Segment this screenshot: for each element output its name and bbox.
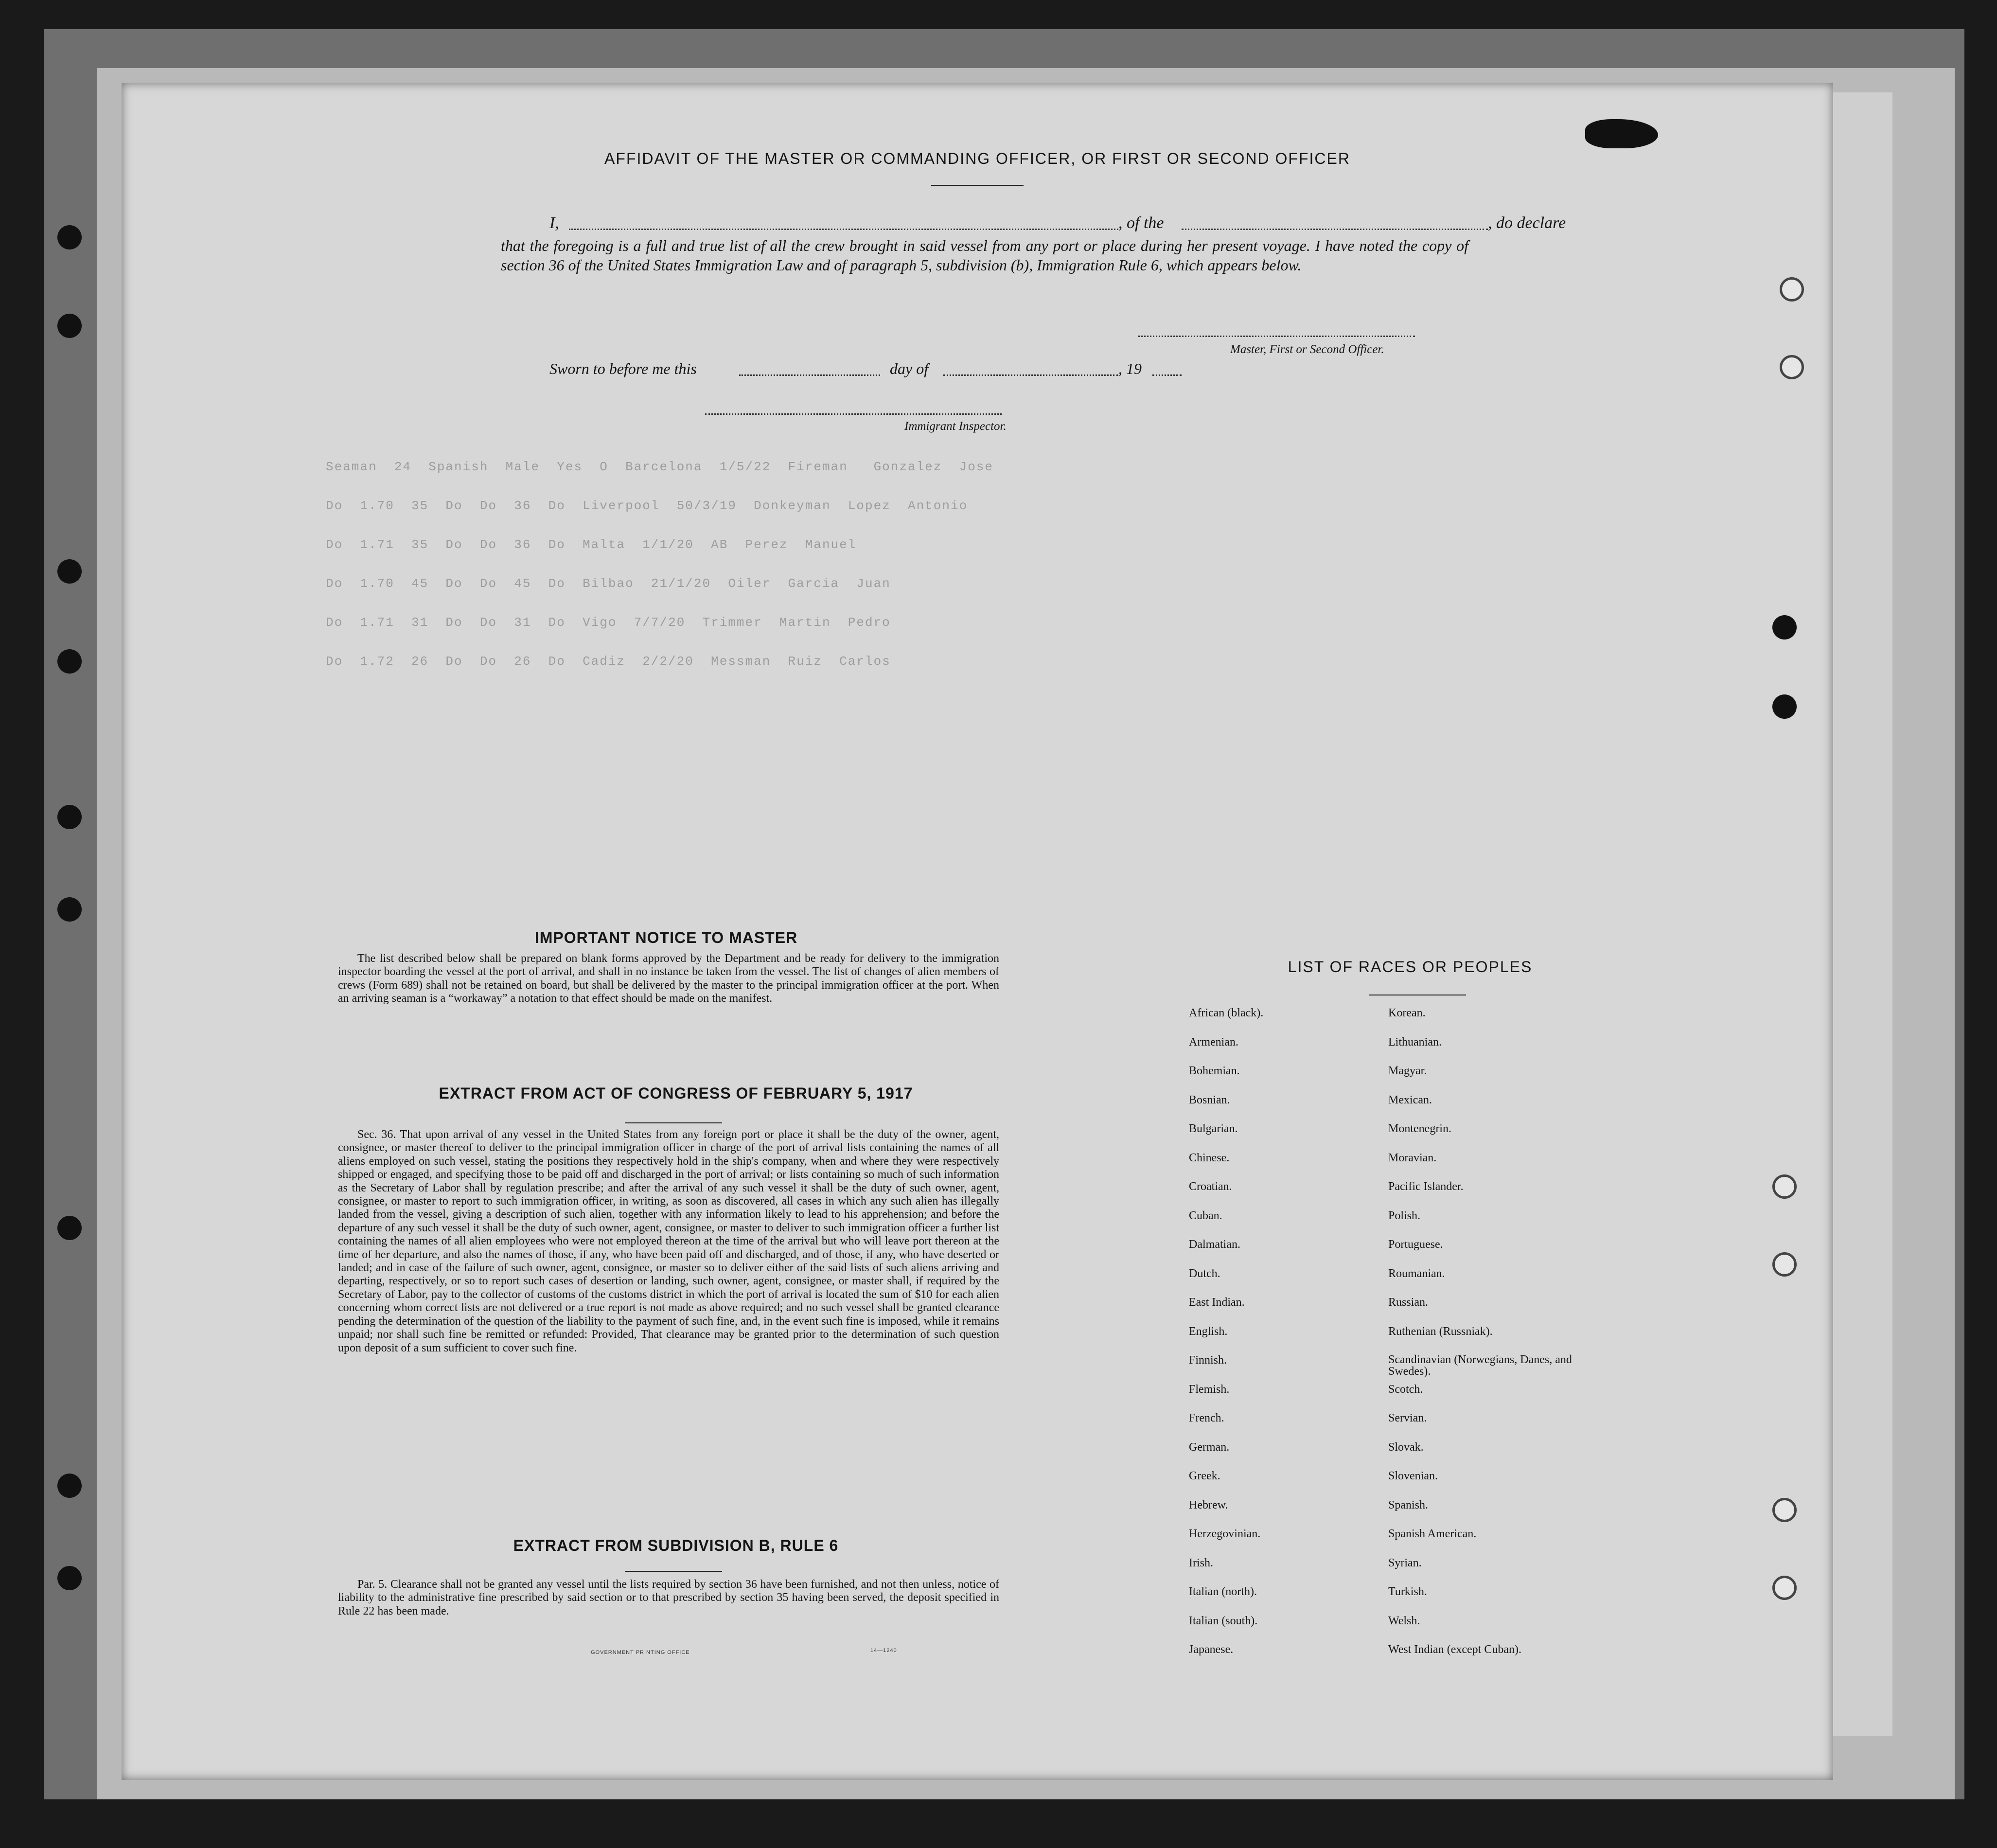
binder-hole [1772,615,1797,640]
race-item: Montenegrin. [1388,1122,1451,1135]
race-item: Turkish. [1388,1585,1427,1598]
act-extract-text: Sec. 36. That upon arrival of any vessel in the United States from any foreign port or place it shall be the duty of the owner, agent, consignee, or master thereof to deliver to the principal immigration officer in charge of the port of arrival lists containing the names of all aliens employed on such vessel, stating the positions they respectively hold in the ship's company, when and where they were respectively shipped or engaged, and specifying those to be paid off and discharged in the port of arrival; or lists containing so much of such information as the Secretary of Labor shall by regulation prescribe; and after the arrival of any such vessel it shall be the duty of such owner, agent, consignee, or master to report to such immigration officer, in writing, as soon as discovered, all cases in which any such alien has illegally landed from the vessel, giving a description of such alien, together with any information likely to lead to his apprehension; and before the departure of any such vessel it shall be the duty of such owner, agent, consignee, or master to deliver to such immigration officer a further list containing the names of all alien employees who were not employed thereon at the time of the arrival but who will leave port thereon at the time of her departure, and also the names of those, if any, who have been paid off and discharged, and of those, if any, who have deserted or landed; and in case of the failure of such owner, agent, consignee, or master so to deliver either of the said lists of such aliens arriving and departing, respectively, or so to report such cases of desertion or landing, such owner, agent, consignee, or master shall, if required by the Secretary of Labor, pay to the collector of customs of the customs district in which the port of arrival is located the sum of $10 for each alien concerning whom correct lists are not delivered or a true report is not made as above required; and no such vessel shall be granted clearance pending the determination of the question of the liability to the payment of such fine, and, in the event such fine is imposed, while it remains unpaid; nor shall such fine be remitted or refunded: Provided, That clearance may be granted prior to the determination of such question upon deposit of a sum sufficient to cover such fine. [338,1128,999,1354]
race-item: Bosnian. [1189,1093,1230,1106]
binder-hole [57,1474,82,1498]
binder-hole [57,805,82,829]
race-item: Ruthenian (Russniak). [1388,1325,1493,1338]
race-item: Herzegovinian. [1189,1528,1261,1540]
race-item: West Indian (except Cuban). [1388,1643,1521,1656]
day-of-label: day of [890,360,929,377]
binder-hole [1780,355,1804,379]
binder-hole [57,1216,82,1240]
race-item: Dalmatian. [1189,1238,1240,1251]
race-item: Russian. [1388,1296,1429,1309]
race-item: Polish. [1388,1209,1421,1222]
master-signature-line[interactable] [1138,336,1415,337]
notice-title: IMPORTANT NOTICE TO MASTER [534,929,798,946]
race-item: Chinese. [1189,1151,1230,1164]
binder-hole [1780,277,1804,302]
race-item: Hebrew. [1189,1498,1228,1511]
race-item: Italian (north). [1189,1585,1257,1598]
binder-hole [57,225,82,249]
race-item: Pacific Islander. [1388,1180,1464,1193]
race-item: Dutch. [1189,1267,1220,1280]
document-page [122,83,1833,1780]
act-extract-title: EXTRACT FROM ACT OF CONGRESS OF FEBRUARY 5, 1917 [439,1084,913,1102]
race-item: African (black). [1189,1007,1264,1019]
notice-text: The list described below shall be prepared on blank forms approved by the Department and be ready for delivery to the immigration inspector boarding the vessel at the port of arrival, and shall in no instance be taken from the vessel. The list of changes of alien members of crews (Form 689) shall not be retained on board, but shall be delivered by the master to the principal immigration officer at the port. When an arriving seaman is a “workaway” a notation to that effect should be made on the manifest. [338,952,999,1005]
year-label: , 19 [1118,360,1142,377]
race-item: Bulgarian. [1189,1122,1238,1135]
races-list-right [1388,1007,1592,1672]
race-item: Lithuanian. [1388,1035,1442,1048]
declarant-name-line[interactable] [569,229,1118,230]
race-item: Italian (south). [1189,1614,1258,1627]
race-item: Finnish. [1189,1354,1227,1367]
race-item: Magyar. [1388,1065,1427,1077]
of-the-label: , of the [1118,214,1164,232]
race-item: Scotch. [1388,1383,1423,1396]
declaration-text: that the foregoing is a full and true list of all the crew brought in said vessel from any port or place during her present voyage. I have noted the copy of section 36 of the United States Immigration Law and of paragraph 5, subdivision (b), Immigration Rule 6, which appears below. [501,237,1468,274]
declare-label: , do declare [1488,214,1566,232]
race-item: Japanese. [1189,1643,1234,1656]
underlying-page-edge [1828,92,1892,1736]
race-item: Spanish American. [1388,1528,1477,1540]
binder-hole [57,559,82,584]
binder-hole [57,1566,82,1590]
race-item: Slovenian. [1388,1470,1438,1482]
race-item: Scandinavian (Norwegians, Danes, and Swedes). [1388,1353,1572,1378]
binder-hole [57,649,82,674]
race-item: Roumanian. [1388,1267,1445,1280]
race-item: Servian. [1388,1412,1427,1424]
race-item: Moravian. [1388,1151,1437,1164]
binder-hole [1772,1174,1797,1199]
sworn-day-line[interactable] [739,374,880,376]
declarant-label: I, [549,214,559,232]
binder-hole [1772,1576,1797,1600]
races-title: LIST OF RACES OR PEOPLES [1288,958,1533,976]
sworn-month-line[interactable] [943,374,1118,376]
race-item: Spanish. [1388,1498,1429,1511]
divider [625,1571,722,1572]
races-list-left [1189,1007,1383,1672]
inspector-signature-line[interactable] [705,413,1002,415]
race-item: English. [1189,1325,1228,1338]
race-item: Portuguese. [1388,1238,1443,1251]
divider [625,1122,722,1123]
race-item: Flemish. [1189,1383,1230,1396]
race-item: Korean. [1388,1007,1426,1019]
rule-extract-text: Par. 5. Clearance shall not be granted any vessel until the lists required by section 36 have been furnished, and not then unless, notice of liability to the administrative fine prescribed by said section or to that prescribed by section 35 having been served, the deposit specified in Rule 22 has been made. [338,1578,999,1617]
affidavit-title: AFFIDAVIT OF THE MASTER OR COMMANDING OFFICER, OR FIRST OR SECOND OFFICER [604,150,1350,167]
sworn-label: Sworn to before me this [549,360,697,377]
race-item: Bohemian. [1189,1065,1240,1077]
race-item: Mexican. [1388,1093,1432,1106]
race-item: Armenian. [1189,1035,1238,1048]
rule-extract-title: EXTRACT FROM SUBDIVISION B, RULE 6 [513,1537,839,1554]
race-item: Croatian. [1189,1180,1232,1193]
binder-hole [57,314,82,338]
race-item: Slovak. [1388,1440,1424,1454]
race-item: Cuban. [1189,1209,1222,1222]
printing-office-imprint: GOVERNMENT PRINTING OFFICE [591,1650,690,1655]
race-item: Greek. [1189,1470,1220,1482]
binder-hole [1772,1498,1797,1522]
binder-hole [57,897,82,922]
inspector-signature-label: Immigrant Inspector. [904,420,1007,433]
bleed-through-text: Seaman 24 Spanish Male Yes O Barcelona 1/5/22 Fireman Gonzalez Jose Do 1.70 35 Do Do 36 Do Liverpool 50/3/19 Donkeyman Lopez Antonio Do 1.71 35 Do Do 36 Do Malta 1/1/20 AB Perez Manuel Do 1.70 45 Do Do 45 Do Bilbao 21/1/20 Oiler Garcia Juan Do 1.71 31 Do Do 31 Do Vigo 7/7/20 Trimmer Martin Pedro Do 1.72 26 Do Do 26 Do Cadiz 2/2/20 Messman Ruiz Carlos [326,460,993,669]
master-signature-label: Master, First or Second Officer. [1230,343,1384,356]
form-number: 14—1240 [870,1648,897,1653]
binder-hole [1772,694,1797,719]
race-item: Welsh. [1388,1614,1420,1627]
ink-blot [1585,119,1658,148]
binder-hole [1772,1252,1797,1277]
race-item: French. [1189,1412,1224,1424]
sworn-year-line[interactable] [1152,374,1182,376]
race-item: Syrian. [1388,1556,1422,1569]
vessel-name-line[interactable] [1182,229,1488,230]
divider [931,185,1024,186]
race-item: German. [1189,1440,1230,1454]
race-item: East Indian. [1189,1296,1245,1309]
race-item: Irish. [1189,1556,1213,1569]
